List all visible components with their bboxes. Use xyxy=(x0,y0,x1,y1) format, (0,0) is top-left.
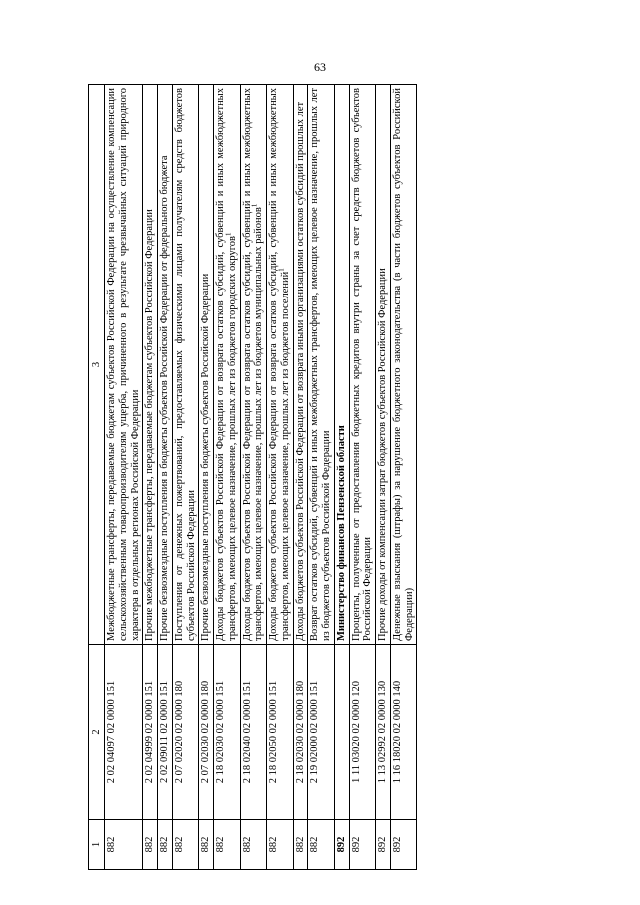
revenue-code-cell-text: 1 13 02992 02 0000 130 xyxy=(377,680,388,784)
description-cell-text: Прочие безвозмездные поступления в бюджеты субъектов Российской Федерации xyxy=(200,273,212,641)
revenue-code-cell-text: 2 18 02030 02 0000 180 xyxy=(294,680,306,784)
table-row xyxy=(240,85,267,870)
revenue-code-cell-text: 2 18 02040 02 0000 151 xyxy=(241,680,253,784)
admin-code-cell-text: 882 xyxy=(106,836,117,853)
revenue-code-cell-text: 2 02 04999 02 0000 151 xyxy=(144,680,156,784)
table-row xyxy=(376,85,391,870)
admin-code-cell xyxy=(214,820,241,870)
revenue-code-cell xyxy=(158,645,173,820)
description-cell-text: Доходы бюджетов субъектов Российской Федерации от возврата остатков субсидий, субвенций и иных межбюджетных трансфертов, имеющих целевое назначение, прошлых лет из бюджетов городских округов xyxy=(215,88,238,641)
revenue-code-cell xyxy=(334,645,349,820)
table-row xyxy=(158,85,173,870)
column-header-1: 1 xyxy=(89,820,105,870)
admin-code-cell xyxy=(390,820,417,870)
footnote-marker: 1 xyxy=(277,268,286,272)
description-cell xyxy=(199,85,214,645)
admin-code-cell-text: 882 xyxy=(268,836,279,853)
section-row xyxy=(334,85,349,870)
column-header-3: 3 xyxy=(89,85,105,645)
revenue-code-cell xyxy=(105,645,143,820)
revenue-code-cell-text: 1 11 03020 02 0000 120 xyxy=(350,681,362,783)
table-row xyxy=(172,85,199,870)
revenue-code-cell xyxy=(267,645,294,820)
admin-code-cell-text: 882 xyxy=(215,836,226,853)
description-cell-text: Поступления от денежных пожертвований, предоставляемых физическими лицами получателям средств бюджетов субъектов Российской Федерации xyxy=(173,88,197,641)
table-row xyxy=(214,85,241,870)
footnote-marker: 1 xyxy=(224,232,233,237)
description-cell xyxy=(376,85,391,645)
revenue-code-cell xyxy=(214,645,241,820)
description-cell xyxy=(267,85,294,645)
revenue-code-cell xyxy=(376,645,391,820)
admin-code-cell xyxy=(308,820,335,870)
description-cell xyxy=(240,85,267,645)
table-row xyxy=(199,85,214,870)
revenue-code-cell xyxy=(293,645,308,820)
revenue-code-cell-text: 2 07 02020 02 0000 180 xyxy=(173,680,185,784)
description-cell xyxy=(349,85,376,645)
description-cell-text: Прочие доходы от компенсации затрат бюджетов субъектов Российской Федерации xyxy=(377,268,388,641)
revenue-code-cell xyxy=(143,645,158,820)
revenue-code-cell xyxy=(199,645,214,820)
page-number: 63 xyxy=(314,60,326,74)
admin-code-cell xyxy=(293,820,308,870)
admin-code-cell-text: 882 xyxy=(309,836,321,853)
admin-code-cell xyxy=(105,820,143,870)
revenue-code-cell-text: 2 02 04097 02 0000 151 xyxy=(106,680,117,784)
description-cell xyxy=(293,85,308,645)
admin-code-cell xyxy=(376,820,391,870)
revenue-code-cell-text: 1 16 18020 02 0000 140 xyxy=(391,680,403,784)
description-cell-text: Министерство финансов Пензенской области xyxy=(335,425,347,641)
admin-code-cell-text: 892 xyxy=(377,836,388,853)
description-cell-text: Возврат остатков субсидий, субвенций и иных межбюджетных трансфертов, имеющих целевое назначение, прошлых лет из бюджетов субъектов Российской Федерации xyxy=(309,88,332,641)
admin-code-cell-text: 892 xyxy=(350,836,362,853)
description-cell-text: Прочие безвозмездные поступления в бюджеты субъектов Российской Федерации от федерального бюджета xyxy=(159,155,170,641)
revenue-code-cell-text: 2 18 02050 02 0000 151 xyxy=(268,680,279,784)
revenue-codes-table xyxy=(88,84,417,870)
admin-code-cell-text: 882 xyxy=(159,836,170,853)
admin-code-cell-text: 882 xyxy=(241,836,253,853)
table-header-row xyxy=(89,85,105,870)
revenue-code-cell xyxy=(349,645,376,820)
revenue-code-cell xyxy=(172,645,199,820)
revenue-code-cell-text: 2 07 02030 02 0000 180 xyxy=(200,680,212,784)
table-row xyxy=(105,85,143,870)
table-row xyxy=(267,85,294,870)
description-cell xyxy=(143,85,158,645)
description-cell xyxy=(214,85,241,645)
description-cell-text: Денежные взыскания (штрафы) за нарушение бюджетного законодательства (в части бюджетов субъектов Российской Федерации) xyxy=(391,88,415,641)
admin-code-cell-text: 882 xyxy=(200,836,212,853)
description-cell xyxy=(308,85,335,645)
footnote-marker: 1 xyxy=(250,203,259,208)
table-row xyxy=(349,85,376,870)
description-cell xyxy=(105,85,143,645)
revenue-code-cell-text: 2 19 02000 02 0000 151 xyxy=(309,680,321,784)
admin-code-cell-text: 882 xyxy=(144,836,156,853)
description-cell-text: Доходы бюджетов субъектов Российской Федерации от возврата остатков субсидий, субвенций и иных межбюджетных трансфертов, имеющих целевое назначение, прошлых лет из бюджетов поселений xyxy=(268,88,291,641)
table-row xyxy=(308,85,335,870)
description-cell-text: Доходы бюджетов субъектов Российской Федерации от возврата остатков субсидий, субвенций и иных межбюджетных трансфертов, имеющих целевое назначение, прошлых лет из бюджетов муниципальных районов xyxy=(241,88,265,641)
admin-code-cell xyxy=(172,820,199,870)
table-row xyxy=(143,85,158,870)
revenue-code-cell-text: 2 02 09011 02 0000 151 xyxy=(159,681,170,783)
description-cell xyxy=(158,85,173,645)
description-cell-text: Прочие межбюджетные трансферты, передаваемые бюджетам субъектов Российской Федерации xyxy=(144,209,156,641)
description-cell xyxy=(334,85,349,645)
revenue-code-cell xyxy=(240,645,267,820)
description-cell-text: Доходы бюджетов субъектов Российской Федерации от возврата иными организациями остатков субсидий прошлых лет xyxy=(294,101,306,641)
description-cell xyxy=(390,85,417,645)
admin-code-cell-text: 892 xyxy=(391,836,403,853)
table-body xyxy=(105,85,417,870)
description-cell-text: Межбюджетные трансферты, передаваемые бюджетам субъектов Российской Федерации на осуществление компенсации сельскохозяйственным товаропроизводителям ущерба, причиненного в результате чрезвычайных ситуаций природного характера в отдельных регионах Российской Федерации xyxy=(106,88,141,641)
table-row xyxy=(293,85,308,870)
admin-code-cell-text: 882 xyxy=(173,836,185,853)
admin-code-cell xyxy=(143,820,158,870)
admin-code-cell-text: 882 xyxy=(294,836,306,853)
column-header-2: 2 xyxy=(89,645,105,820)
revenue-code-cell-text: 2 18 02030 02 0000 151 xyxy=(215,680,226,784)
admin-code-cell xyxy=(349,820,376,870)
revenue-code-cell xyxy=(390,645,417,820)
admin-code-cell-text: 892 xyxy=(335,836,347,853)
admin-code-cell xyxy=(334,820,349,870)
revenue-code-cell xyxy=(308,645,335,820)
admin-code-cell xyxy=(240,820,267,870)
description-cell xyxy=(172,85,199,645)
rotated-table-container xyxy=(88,85,523,870)
admin-code-cell xyxy=(267,820,294,870)
description-cell-text: Проценты, полученные от предоставления бюджетных кредитов внутри страны за счет средств бюджетов субъектов Российской Федерации xyxy=(350,88,374,641)
admin-code-cell xyxy=(199,820,214,870)
table-row xyxy=(390,85,417,870)
admin-code-cell xyxy=(158,820,173,870)
